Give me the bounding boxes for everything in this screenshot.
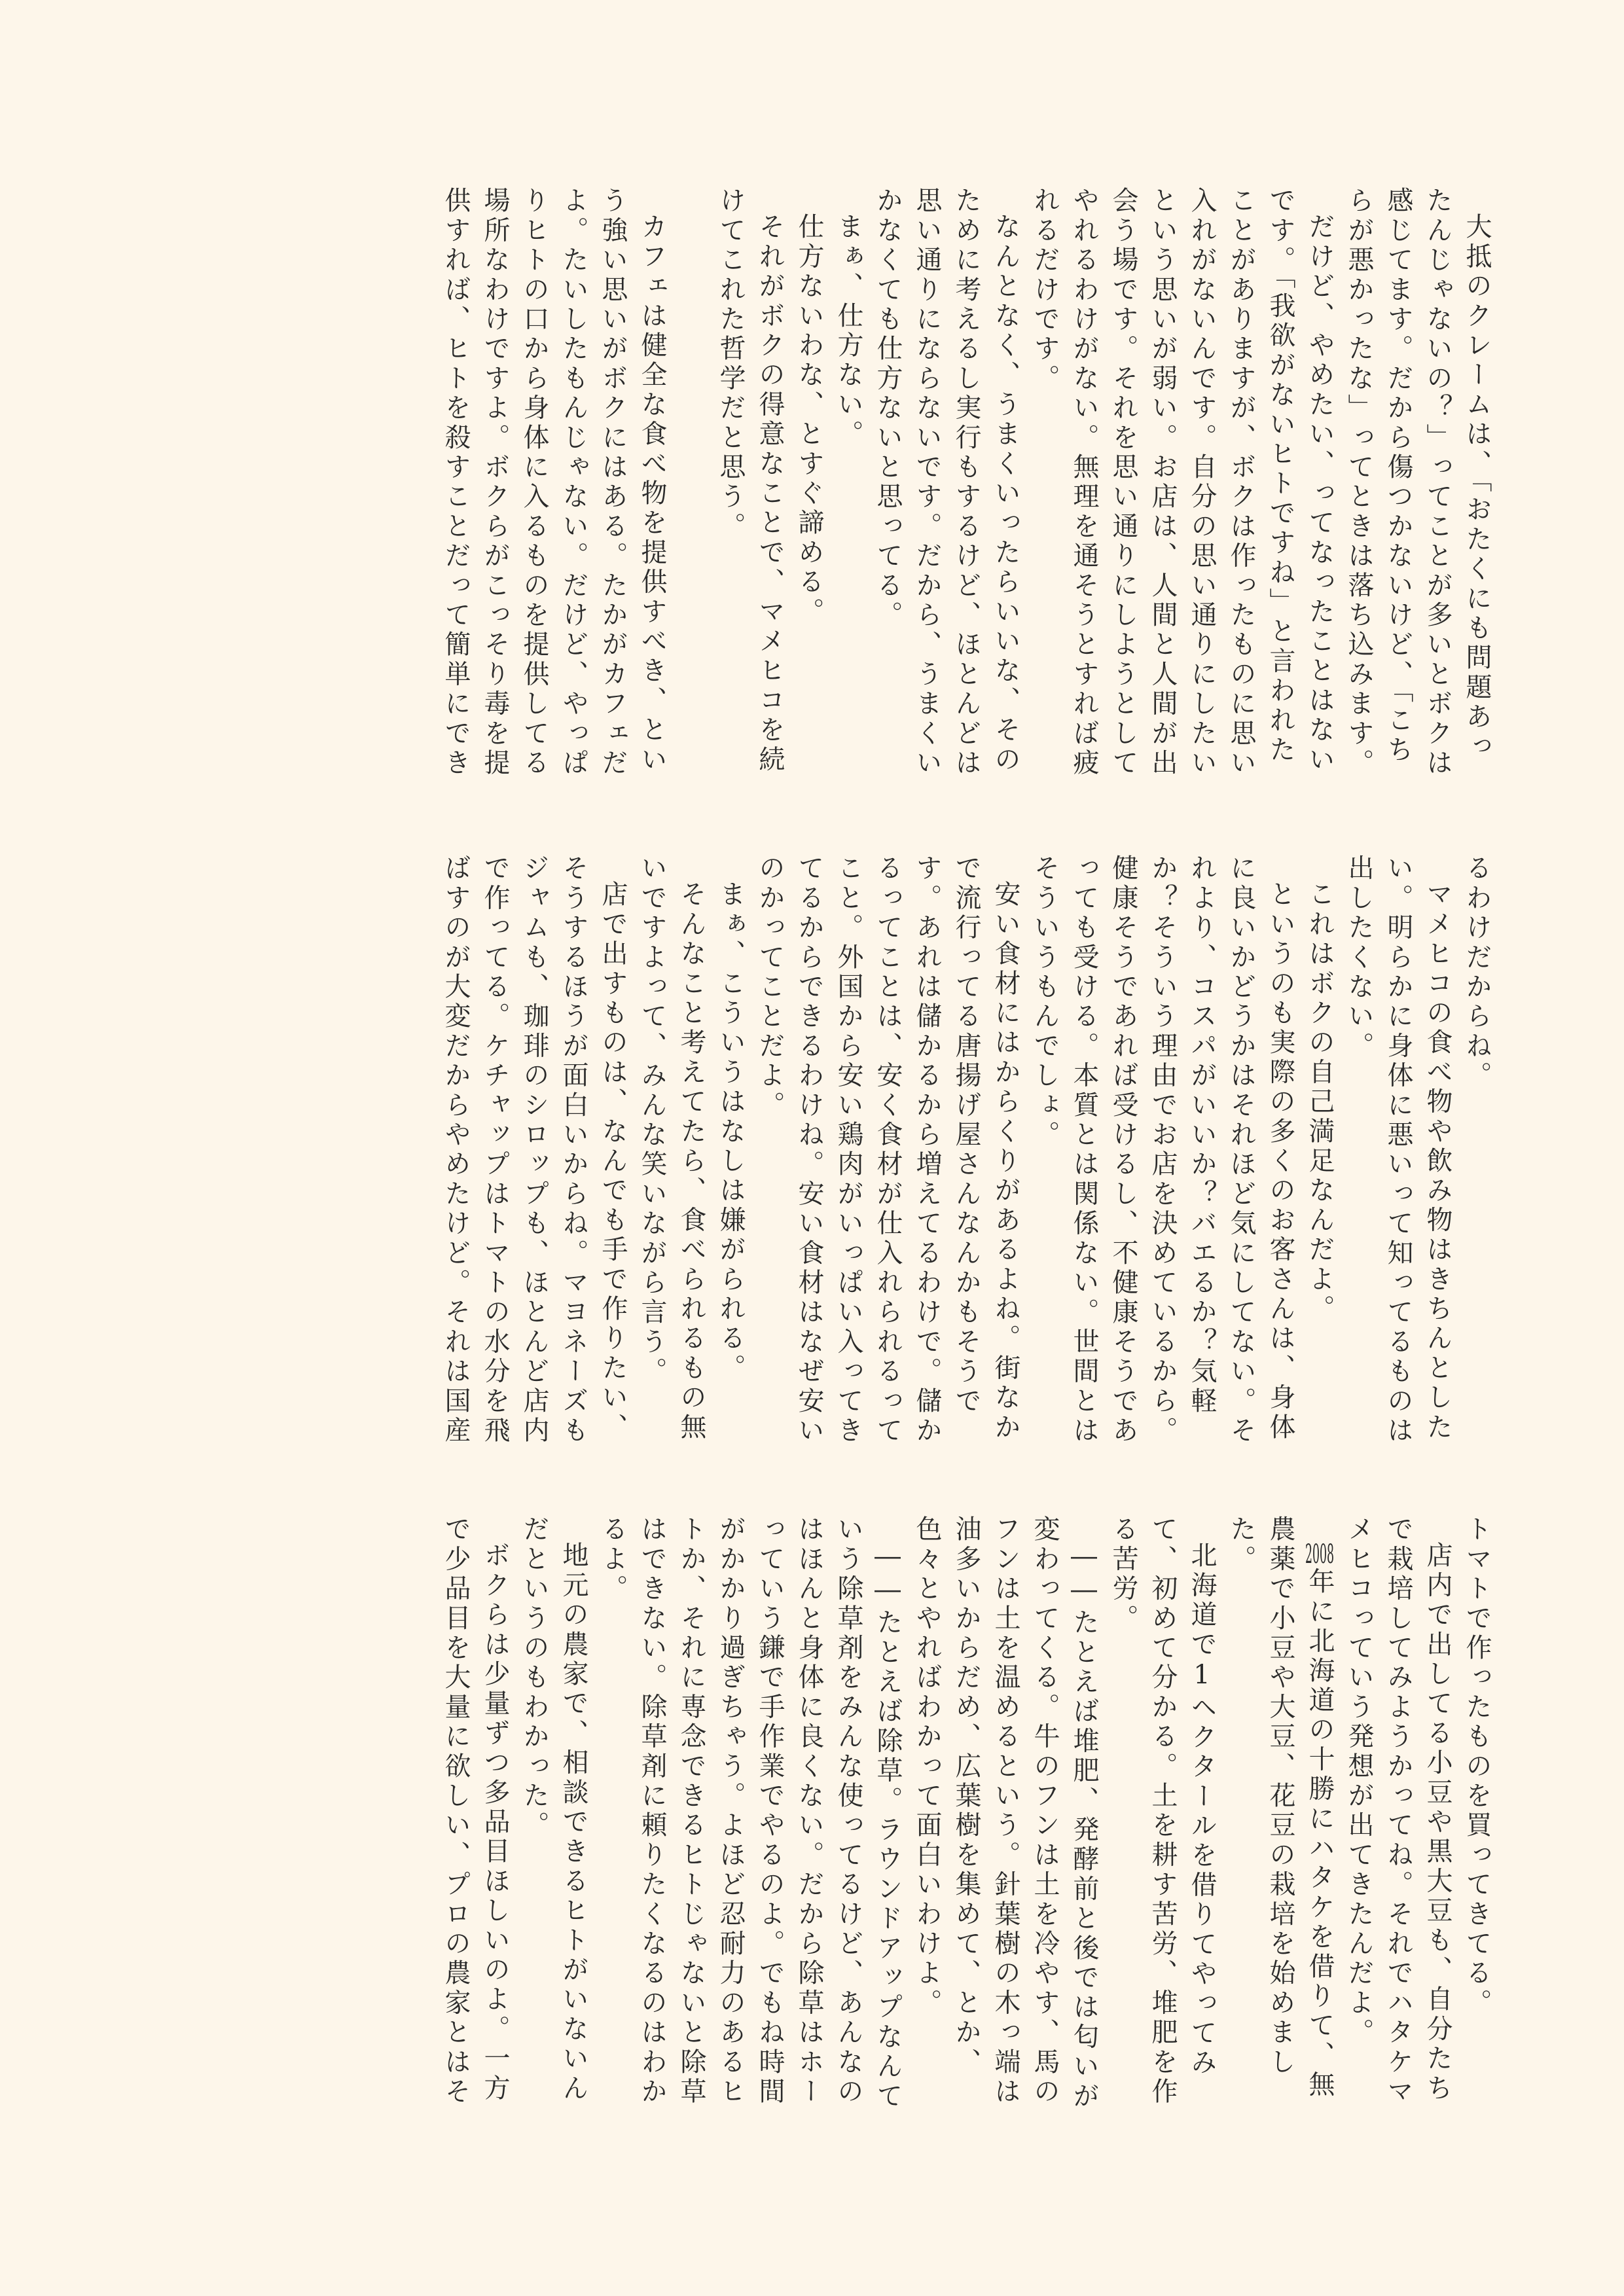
paragraph: なんとなく、うまくいったらいいな、そのために考えるし実行もするけど、ほとんどは思い通りにならないです。だから、うまくいかなくても仕方ないと思ってる。 (873, 187, 1020, 778)
text-block-top (128, 187, 1496, 789)
paragraph: るわけだからね。 (1462, 854, 1492, 1091)
paragraph: だけど、やめたい、ってなったことはないです。「我欲がないヒトですね」と言われたことがありますが、ボクは作ったものに思い入れがないんです。自分の思い通りにしたいという思いが弱い。お店は、人間と人間が出会う場です。それを思い通りにしようとしてやれるわけがない。無理を通そうとすれば疲れるだけです。 (1030, 187, 1335, 778)
paragraph: 北海道で1ヘクタールを借りてやってみて、初めて分かる。土を耕す苦労、堆肥を作る苦労。 (1108, 1515, 1217, 2108)
paragraph: 地元の農家で、相談できるヒトがいないんだというのもわかった。 (519, 1515, 588, 2104)
paragraph (1221, 1515, 1339, 2117)
paragraph: 仕方ないわな、とすぐ諦める。 (794, 213, 824, 627)
text-block-middle (128, 854, 1496, 1456)
paragraph-continuation: 年に北海道の十勝にハタケを借りて、無農薬で小豆や大豆、花豆の栽培を始めました。 (1226, 1515, 1335, 2100)
paragraph: まぁ、こういうはなしは嫌がられる。 (715, 880, 746, 1384)
year-number: 2008 (1305, 1541, 1334, 1568)
paragraph: まぁ、仕方ない。 (833, 213, 863, 450)
paragraph: 大抵のクレームは、「おたくにも問題あったんじゃないの？」ってことが多いとボクは感じてます。だから傷つかないけど、「こちらが悪かったな」ってときは落ち込みます。 (1344, 187, 1492, 778)
paragraph: ――たとえば堆肥、発酵前と後では匂いが変わってくる。牛のフンは土を冷やす、馬のフンは土を温めるという。針葉樹の木っ端は油多いからだめ、広葉樹を集めて、とか、色々とやればわかって面白いわけよ。 (912, 1515, 1099, 2111)
paragraph: というのも実際の多くのお客さんは、身体に良いかどうかはそれほど気にしてない。それより、コスパがいいか？バエるか？気軽か？そういう理由でお店を決めているから。健康そうであれば受けるし、不健康そうであっても受ける。本質とは関係ない。世間とはそういうもんでしょ。 (1030, 854, 1295, 1446)
paragraph: それがボクの得意なことで、マメヒコを続けてこれた哲学だと思う。 (715, 187, 785, 775)
text-block-bottom (128, 1515, 1496, 2117)
paragraph: そんなこと考えてたら、食べられるもの無いですよって、みんな笑いながら言う。 (637, 854, 706, 1443)
paragraph: これはボクの自己満足なんだよ。 (1305, 880, 1335, 1324)
paragraph: トマトで作ったものを買ってきてる。 (1462, 1515, 1492, 2018)
paragraph: ――たとえば除草。ラウンドアップなんていう除草剤をみんな使ってるけど、あんなのはほんと身体に良くない。だから除草はホーっていう鎌で手作業でやるのよ。でもね時間がかかり過ぎちゃう。よほど忍耐力のあるヒトか、それに専念できるヒトじゃないと除草はできない。除草剤に頼りたくなるのはわかるよ。 (598, 1515, 903, 2111)
paragraph: 店で出すものは、なんでも手で作りたい、そうするほうが面白いからね。マヨネーズもジャムも、珈琲のシロップも、ほとんど店内で作ってる。ケチャップはトマトの水分を飛ばすのが大変だからやめたけど。それは国産 (441, 854, 628, 1446)
paragraph: カフェは健全な食べ物を提供すべき、という強い思いがボクにはある。たかがカフェだよ。たいしたもんじゃない。だけど、やっぱりヒトの口から身体に入るものを提供してる場所なわけですよ。ボクらがこっそり毒を提供すれば、ヒトを殺すことだって簡単にでき (441, 187, 667, 778)
paragraph: 安い食材にはからくりがあるよね。街なかで流行ってる唐揚げ屋さんなんかもそうです。あれは儲かるから増えてるわけで。儲かるってことは、安く食材が仕入れられるってこと。外国から安い鶏肉がいっぱい入ってきてるからできるわけね。安い食材はなぜ安いのかってことだよ。 (755, 854, 1020, 1446)
paragraph: マメヒコの食べ物や飲み物はきちんとしたい。明らかに身体に悪いって知ってるものは出したくない。 (1344, 854, 1453, 1446)
paragraph: ボクらは少量ずつ多品目ほしいのよ。一方で少品目を大量に欲しい、プロの農家とはそ (441, 1515, 510, 2107)
paragraph: 店内で出してる小豆や黒大豆も、自分たちで栽培してみようかってね。それでハタケマメヒコっていう発想が出てきたんだよ。 (1344, 1515, 1453, 2107)
